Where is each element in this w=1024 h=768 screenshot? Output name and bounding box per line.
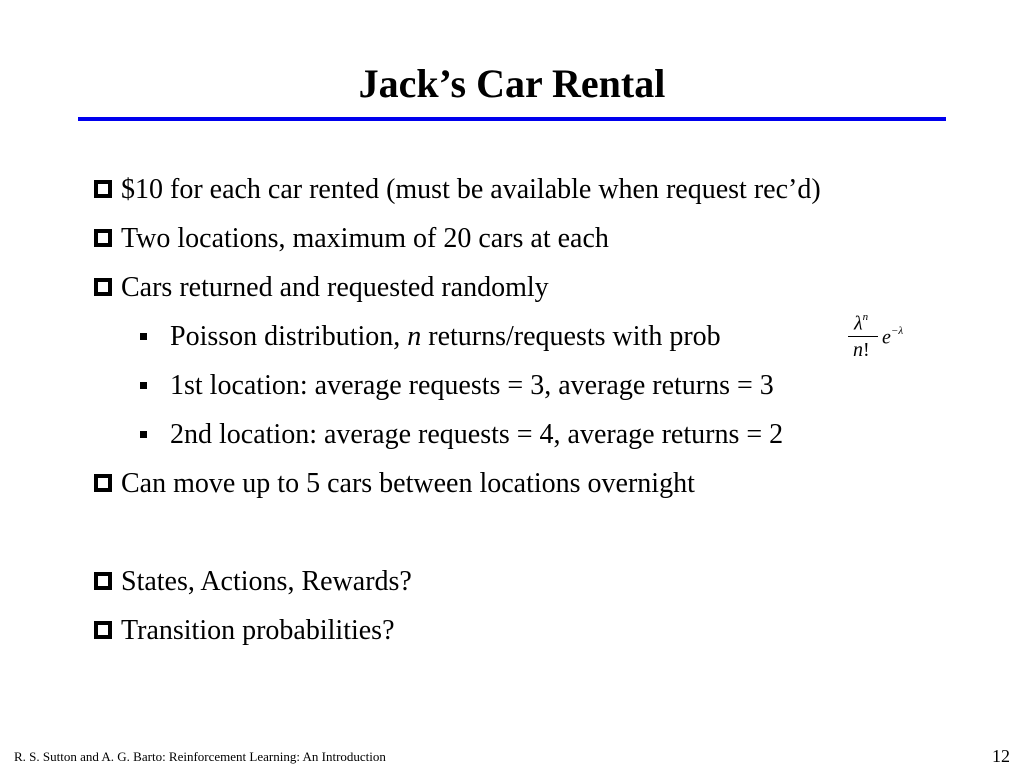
subbullet-item <box>140 369 774 403</box>
formula-numerator <box>854 308 868 335</box>
filled-square-bullet-icon <box>140 382 147 389</box>
subbullet-text: 2nd location: average requests = 4, average returns = 2 <box>170 419 784 450</box>
bullet-text: States, Actions, Rewards? <box>121 566 412 597</box>
slide-title: Jack’s Car Rental <box>358 61 666 106</box>
denominator-variable: n <box>853 339 863 361</box>
filled-square-bullet-icon <box>140 431 147 438</box>
fraction-bar <box>848 336 878 337</box>
hollow-square-bullet-icon <box>94 180 112 198</box>
lambda-symbol: λ <box>854 312 863 335</box>
numerator-exponent: n <box>862 311 869 323</box>
bullet-text: $10 for each car rented (must be available when request rec’d) <box>121 174 821 205</box>
formula-denominator <box>853 338 870 362</box>
subbullet-text: returns/requests with prob <box>421 321 721 352</box>
bullet-item <box>92 173 821 207</box>
bullet-item <box>92 614 395 648</box>
subbullet-text: 1st location: average requests = 3, average returns = 3 <box>170 370 774 401</box>
hollow-square-bullet-icon <box>94 278 112 296</box>
footer-credit: R. S. Sutton and A. G. Barto: Reinforcement Learning: An Introduction <box>14 749 386 764</box>
bullet-text: Transition probabilities? <box>121 615 395 646</box>
bullet-text: Can move up to 5 cars between locations overnight <box>121 468 695 499</box>
hollow-square-bullet-icon <box>94 572 112 590</box>
hollow-square-bullet-icon <box>94 474 112 492</box>
hollow-square-bullet-icon <box>94 229 112 247</box>
variable-n: n <box>407 321 422 352</box>
subbullet-text: Poisson distribution, <box>170 321 408 352</box>
bullet-item <box>92 467 695 501</box>
bullet-text: Two locations, maximum of 20 cars at each <box>121 223 609 254</box>
bullet-item <box>92 271 549 305</box>
page-number: 12 <box>992 746 1010 766</box>
formula-exponential <box>882 322 903 349</box>
hollow-square-bullet-icon <box>94 621 112 639</box>
bullet-item <box>92 222 609 256</box>
bullet-item <box>92 565 412 599</box>
bullet-text: Cars returned and requested randomly <box>121 272 549 303</box>
subbullet-item <box>140 320 721 354</box>
filled-square-bullet-icon <box>140 333 147 340</box>
factorial-symbol: ! <box>863 339 870 361</box>
exponential-exponent: −λ <box>890 325 904 337</box>
title-underline <box>78 117 946 121</box>
subbullet-item <box>140 418 783 452</box>
poisson-formula <box>842 308 912 364</box>
euler-e: e <box>882 326 891 349</box>
